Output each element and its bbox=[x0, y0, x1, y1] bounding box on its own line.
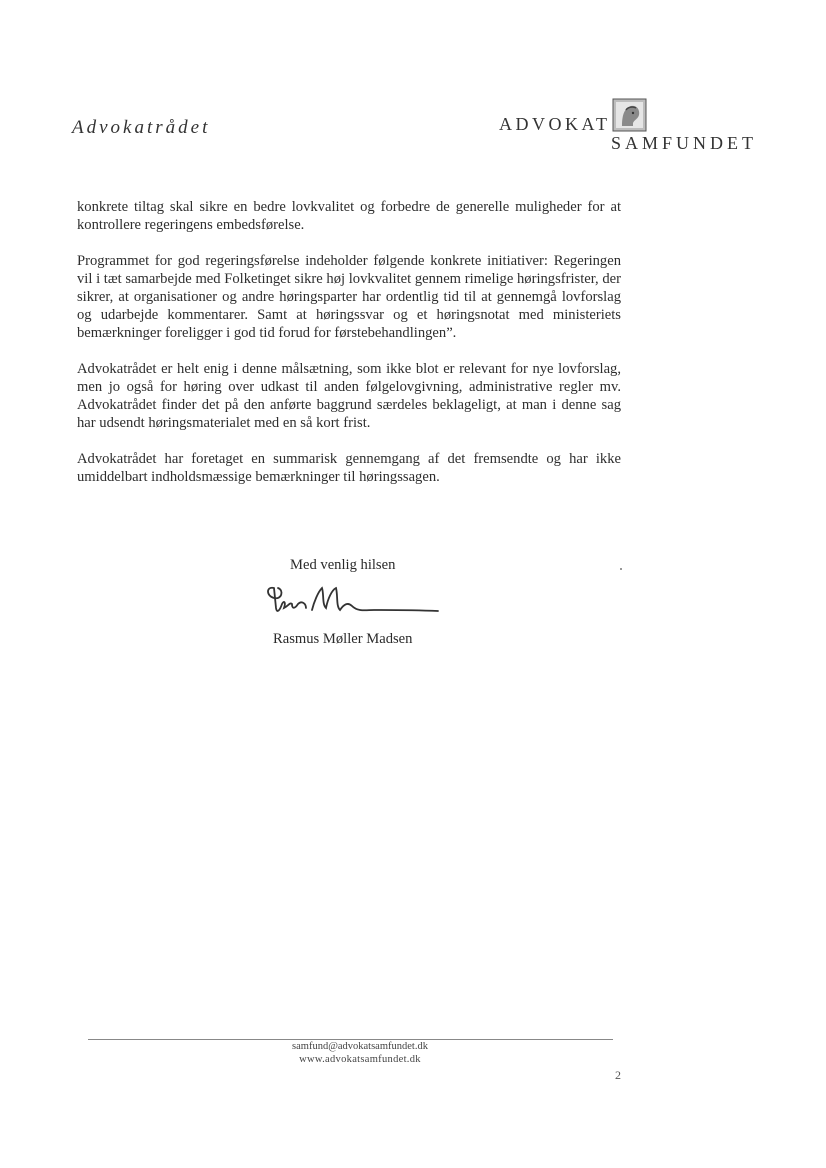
letter-body bbox=[77, 198, 621, 504]
speck bbox=[620, 568, 622, 570]
page-number: 2 bbox=[615, 1068, 621, 1082]
sender-title: Advokatrådet bbox=[72, 117, 211, 138]
footer-website: www.advokatsamfundet.dk bbox=[299, 1054, 421, 1065]
closing-salutation: Med venlig hilsen bbox=[290, 557, 396, 573]
footer-email: samfund@advokatsamfundet.dk bbox=[292, 1041, 428, 1052]
paragraph: Advokatrådet har foretaget en summarisk gennemgang af det fremsendte og har ikke umiddelbart indholdsmæssige bemærkninger til høringssagen. bbox=[77, 451, 621, 485]
footer-divider bbox=[88, 1039, 613, 1040]
logo-emblem-icon bbox=[612, 96, 648, 132]
logo-text-top: ADVOKAT bbox=[499, 114, 611, 134]
paragraph: Advokatrådet er helt enig i denne målsætning, som ikke blot er relevant for nye lovforslag, men jo også for høring over udkast til anden følgelovgivning, administrative regler mv. Advokatrådet finder det på den anførte baggrund særdeles beklageligt, at man i denne sag har udsendt høringsmaterialet med en så kort frist. bbox=[77, 361, 621, 431]
paragraph: Programmet for god regeringsførelse indeholder følgende konkrete initiativer: Regeringen vil i tæt samarbejde med Folketinget sikre høj lovkvalitet gennem rimelige høringsfrister, der sikrer, at organisationer og andre høringsparter har ordentlig tid til at gennemgå lovforslag og udarbejde kommentarer. Samt at høringssvar og et høringsnotat med ministeriets bemærkninger foreligger i god tid forud for førstebehandlingen”. bbox=[77, 253, 621, 341]
logo-text-bottom: SAMFUNDET bbox=[611, 133, 758, 153]
handwritten-signature bbox=[262, 574, 442, 624]
signer-name: Rasmus Møller Madsen bbox=[273, 631, 413, 647]
paragraph: konkrete tiltag skal sikre en bedre lovkvalitet og forbedre de generelle muligheder for at kontrollere regeringens embedsførelse. bbox=[77, 199, 621, 233]
